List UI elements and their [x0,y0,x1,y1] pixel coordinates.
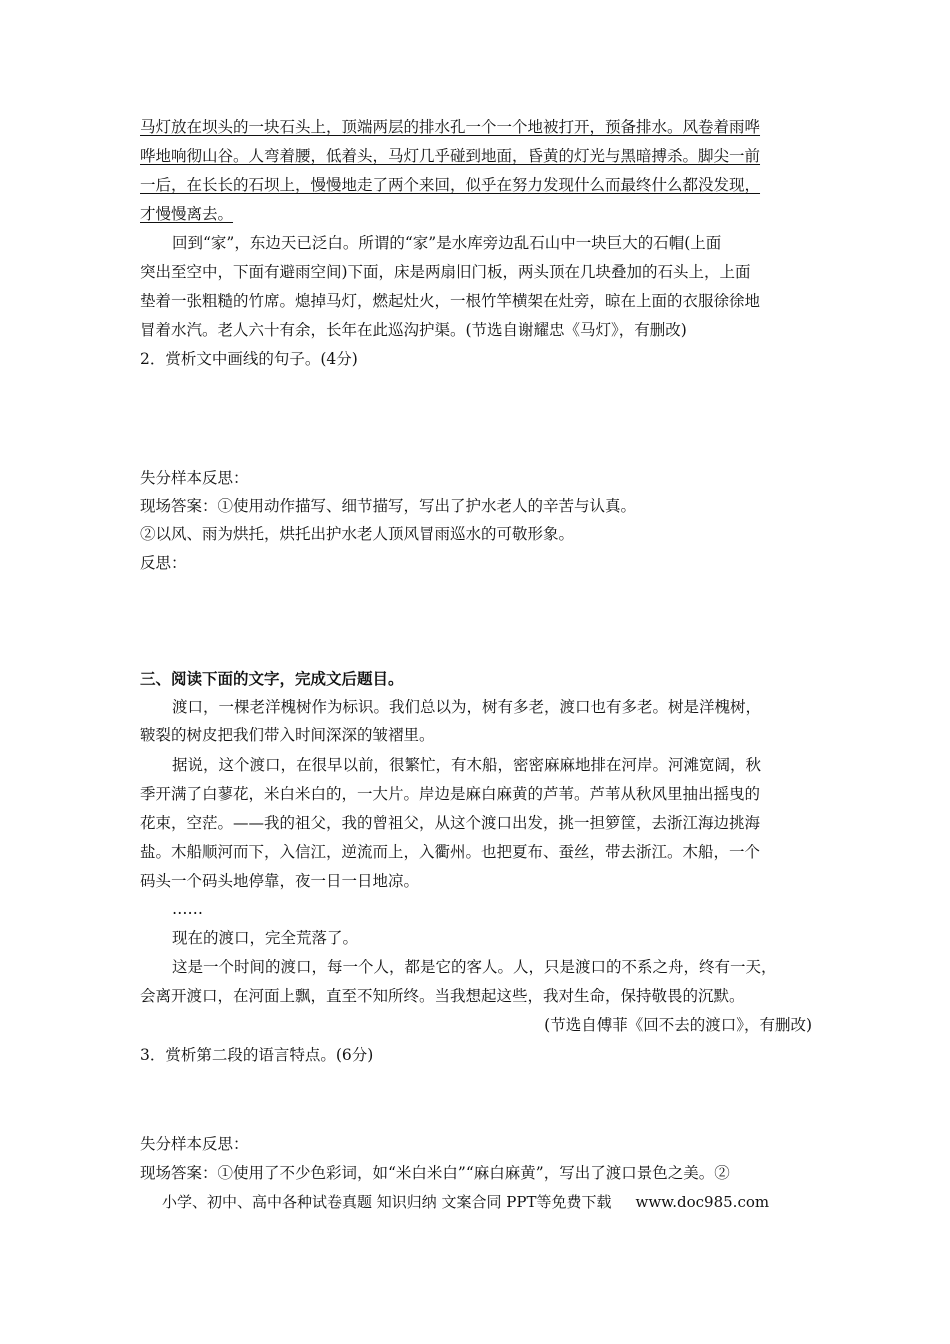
passage-line: 垫着一张粗糙的竹席。熄掉马灯，燃起灶火，一根竹竿横架在灶旁，晾在上面的衣服徐徐地 [140,292,761,310]
passage-line: 季开满了白蓼花，米白米白的，一大片。岸边是麻白麻黄的芦苇。芦苇从秋风里抽出摇曳的 [140,785,761,803]
passage-line: 花束，空茫。——我的祖父，我的曾祖父，从这个渡口出发，挑一担箩筐，去浙江海边挑海 [140,814,761,832]
sample-answer-line: ②以风、雨为烘托，烘托出护水老人顶风冒雨巡水的可敬形象。 [140,525,575,543]
footer-text: 小学、初中、高中各种试卷真题 知识归纳 文案合同 PPT等免费下载 [162,1193,612,1211]
reflection-title: 失分样本反思： [140,1135,249,1153]
passage-line: 渡口，一棵老洋槐树作为标识。我们总以为，树有多老，渡口也有多老。树是洋槐树， [172,698,762,716]
sample-answer-line: 现场答案：①使用了不少色彩词，如“米白米白”“麻白麻黄”，写出了渡口景色之美。② [140,1164,730,1182]
passage-line: 冒着水汽。老人六十有余，长年在此巡沟护渠。(节选自谢耀忠《马灯》，有删改) [140,321,687,339]
passage-line: 现在的渡口，完全荒落了。 [172,929,359,947]
passage-line: 这是一个时间的渡口，每一个人，都是它的客人。人，只是渡口的不系之舟，终有一天， [172,958,777,976]
ellipsis: …… [172,900,203,918]
passage-line: 会离开渡口，在河面上飘，直至不知所终。当我想起这些，我对生命，保持敬畏的沉默。 [140,987,745,1005]
source-citation: (节选自傅菲《回不去的渡口》，有删改) [544,1016,812,1034]
passage-line-underlined: 才慢慢离去。 [140,205,234,223]
footer-url[interactable]: www.doc985.com [635,1193,770,1211]
passage-line-underlined: 马灯放在坝头的一块石头上，顶端两层的排水孔一个一个地被打开，预备排水。风卷着雨哗 [140,118,761,136]
reflect-label: 反思： [140,554,187,572]
passage-line: 码头一个码头地停靠，夜一日一日地凉。 [140,872,420,890]
passage-line: 皲裂的树皮把我们带入时间深深的皱褶里。 [140,726,435,744]
question-2: 2．赏析文中画线的句子。(4分) [140,350,358,368]
passage-line: 突出至空中，下面有避雨空间)下面，床是两扇旧门板，两头顶在几块叠加的石头上，上面 [140,263,751,281]
section-heading: 三、阅读下面的文字，完成文后题目。 [140,669,404,688]
passage-line-underlined: 一后，在长长的石坝上，慢慢地走了两个来回，似乎在努力发现什么而最终什么都没发现， [140,176,761,194]
passage-line: 据说，这个渡口，在很早以前，很繁忙，有木船，密密麻麻地排在河岸。河滩宽阔，秋 [172,756,762,774]
passage-line: 盐。木船顺河而下，入信江，逆流而上，入衢州。也把夏布、蚕丝，带去浙江。木船，一个 [140,843,761,861]
question-3: 3．赏析第二段的语言特点。(6分) [140,1046,374,1064]
passage-line: 回到“家”，东边天已泛白。所谓的“家”是水库旁边乱石山中一块巨大的石帽(上面 [172,234,722,252]
passage-line-underlined: 哗地响彻山谷。人弯着腰，低着头，马灯几乎碰到地面，昏黄的灯光与黑暗搏杀。脚尖一前 [140,147,761,165]
reflection-title: 失分样本反思： [140,469,249,487]
sample-answer-line: 现场答案：①使用动作描写、细节描写，写出了护水老人的辛苦与认真。 [140,497,637,515]
page-footer [162,1192,769,1212]
